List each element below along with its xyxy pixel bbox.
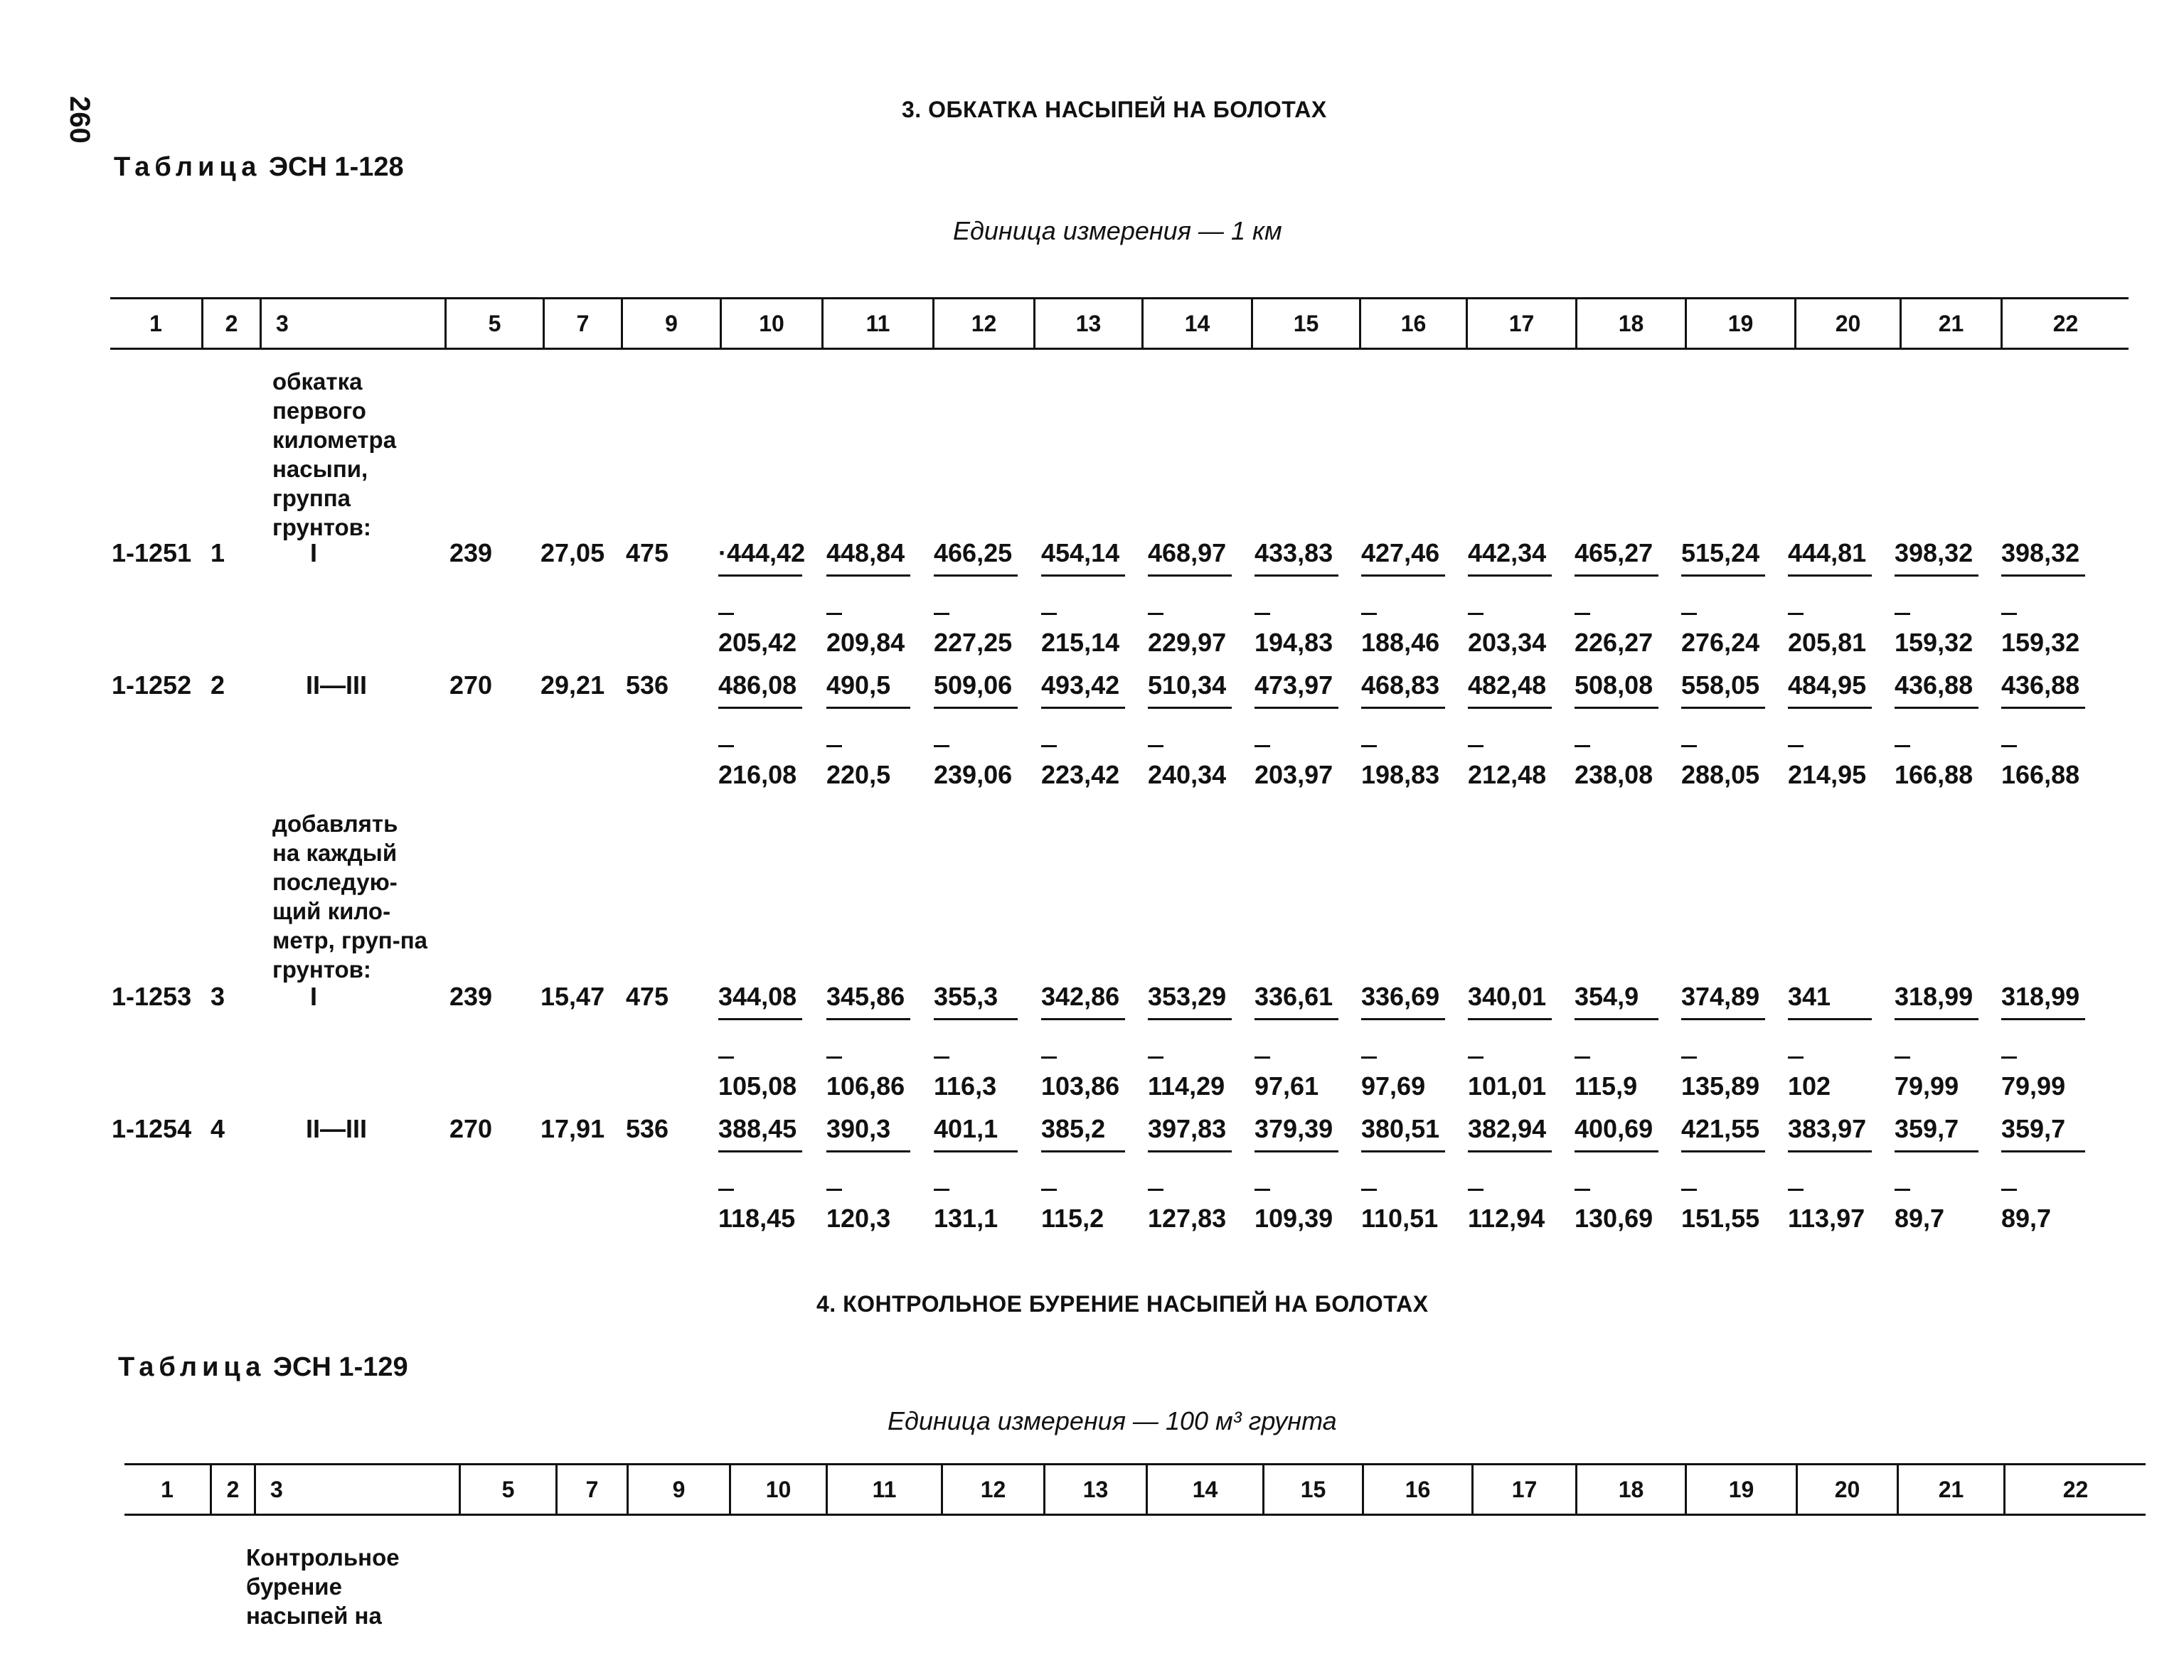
fraction-denominator: 205,81 (1788, 628, 1867, 657)
fraction-bar (1361, 1018, 1445, 1020)
fraction-bar (718, 574, 802, 577)
fraction-numerator: 355,3 (934, 982, 998, 1011)
fraction-bar (826, 1018, 910, 1020)
fraction-bar (1788, 1150, 1872, 1152)
fraction-numerator: 454,14 (1041, 538, 1120, 567)
minus-sign (2001, 613, 2017, 615)
table-1-caption-prefix: Таблица (114, 152, 262, 182)
minus-sign (1361, 1056, 1377, 1059)
fraction-bar (2001, 574, 2085, 577)
table-1-header-col-5: 5 (444, 299, 543, 348)
row-soil-group: I (310, 538, 318, 567)
minus-sign (1681, 613, 1697, 615)
minus-sign (1681, 745, 1697, 747)
minus-sign (1895, 745, 1910, 747)
fraction-numerator: 473,97 (1255, 670, 1333, 700)
table-2-header-col-11: 11 (826, 1465, 941, 1514)
fraction-numerator: 318,99 (1895, 982, 1973, 1011)
fraction-bar (1788, 574, 1872, 577)
minus-sign (826, 745, 842, 747)
fraction-denominator: 198,83 (1361, 760, 1440, 789)
fraction-bar (1575, 574, 1658, 577)
table-1-header (110, 297, 2129, 350)
fraction-denominator: 239,06 (934, 760, 1013, 789)
fraction-numerator: 468,83 (1361, 670, 1440, 700)
row-code: 1-1251 (112, 538, 192, 567)
table-2-header-col-3: 3 (254, 1465, 459, 1514)
fraction-numerator: 342,86 (1041, 982, 1120, 1011)
minus-sign (1468, 745, 1483, 747)
fraction-denominator: 220,5 (826, 760, 891, 789)
row-code: 1-1253 (112, 982, 192, 1011)
fraction-denominator: 106,86 (826, 1071, 905, 1101)
fraction-denominator: 89,7 (1895, 1204, 1945, 1233)
fraction-numerator: 398,32 (2001, 538, 2080, 567)
fraction-denominator: 97,61 (1255, 1071, 1319, 1101)
minus-sign (718, 613, 734, 615)
fraction-denominator: 229,97 (1148, 628, 1227, 657)
fraction-bar (1468, 1018, 1552, 1020)
fraction-denominator: 79,99 (1895, 1071, 1959, 1101)
fraction-bar (1041, 574, 1125, 577)
fraction-bar (934, 1018, 1018, 1020)
row-col-7: 29,21 (540, 670, 605, 700)
row-code: 1-1254 (112, 1114, 192, 1143)
fraction-bar (1041, 1018, 1125, 1020)
fraction-denominator: 109,39 (1255, 1204, 1333, 1233)
fraction-bar (1681, 1018, 1765, 1020)
minus-sign (1361, 1189, 1377, 1191)
fraction-bar (1895, 707, 1978, 709)
table-1-header-col-10: 10 (720, 299, 821, 348)
table-1-header-col-14: 14 (1141, 299, 1251, 348)
fraction-numerator: 344,08 (718, 982, 797, 1011)
minus-sign (826, 1056, 842, 1059)
table-1-header-col-15: 15 (1251, 299, 1359, 348)
fraction-numerator: 433,83 (1255, 538, 1333, 567)
table-1-header-col-18: 18 (1575, 299, 1685, 348)
fraction-numerator: 558,05 (1681, 670, 1760, 700)
fraction-bar (1255, 1150, 1338, 1152)
fraction-numerator: 359,7 (2001, 1114, 2066, 1143)
fraction-denominator: 130,69 (1575, 1204, 1653, 1233)
fraction-numerator: 436,88 (2001, 670, 2080, 700)
row-col-5: 239 (449, 538, 493, 567)
fraction-denominator: 166,88 (1895, 760, 1973, 789)
fraction-denominator: 115,2 (1041, 1204, 1104, 1233)
fraction-denominator: 79,99 (2001, 1071, 2066, 1101)
minus-sign (1041, 613, 1057, 615)
fraction-bar (1148, 1018, 1232, 1020)
row-col-7: 17,91 (540, 1114, 605, 1143)
minus-sign (1468, 1189, 1483, 1191)
fraction-numerator: 436,88 (1895, 670, 1973, 700)
table-2-header-col-17: 17 (1471, 1465, 1575, 1514)
minus-sign (1255, 1056, 1270, 1059)
fraction-bar (1468, 707, 1552, 709)
row-number: 4 (211, 1114, 225, 1143)
minus-sign (1148, 745, 1163, 747)
fraction-numerator: 374,89 (1681, 982, 1760, 1011)
minus-sign (1041, 1056, 1057, 1059)
row-col-5: 270 (449, 1114, 493, 1143)
fraction-bar (1255, 574, 1338, 577)
fraction-numerator: 340,01 (1468, 982, 1547, 1011)
table-1-header-col-17: 17 (1466, 299, 1575, 348)
fraction-bar (1148, 707, 1232, 709)
fraction-denominator: 102 (1788, 1071, 1831, 1101)
fraction-numerator: ·444,42 (718, 538, 806, 567)
fraction-denominator: 103,86 (1041, 1071, 1120, 1101)
fraction-bar (1788, 1018, 1872, 1020)
minus-sign (1361, 745, 1377, 747)
fraction-numerator: 354,9 (1575, 982, 1639, 1011)
table-2-header-col-18: 18 (1575, 1465, 1685, 1514)
fraction-bar (1041, 1150, 1125, 1152)
fraction-denominator: 215,14 (1041, 628, 1120, 657)
table-1-header-col-3: 3 (260, 299, 444, 348)
fraction-numerator: 353,29 (1148, 982, 1227, 1011)
fraction-denominator: 276,24 (1681, 628, 1760, 657)
fraction-bar (1255, 1018, 1338, 1020)
row-number: 3 (211, 982, 225, 1011)
fraction-numerator: 493,42 (1041, 670, 1120, 700)
minus-sign (1148, 613, 1163, 615)
fraction-numerator: 380,51 (1361, 1114, 1440, 1143)
table-1-header-col-13: 13 (1033, 299, 1141, 348)
fraction-numerator: 382,94 (1468, 1114, 1547, 1143)
section-4-title: 4. КОНТРОЛЬНОЕ БУРЕНИЕ НАСЫПЕЙ НА БОЛОТАХ (816, 1291, 1429, 1317)
fraction-bar (1895, 1150, 1978, 1152)
table-1-header-col-9: 9 (621, 299, 720, 348)
fraction-bar (1361, 1150, 1445, 1152)
fraction-numerator: 397,83 (1148, 1114, 1227, 1143)
fraction-denominator: 209,84 (826, 628, 905, 657)
fraction-denominator: 116,3 (934, 1071, 997, 1101)
fraction-bar (1468, 1150, 1552, 1152)
table-2-header-col-10: 10 (729, 1465, 826, 1514)
fraction-numerator: 448,84 (826, 538, 905, 567)
fraction-numerator: 345,86 (826, 982, 905, 1011)
table-2-header-col-12: 12 (941, 1465, 1043, 1514)
fraction-bar (1575, 707, 1658, 709)
fraction-numerator: 379,39 (1255, 1114, 1333, 1143)
row-soil-group: I (310, 982, 318, 1011)
minus-sign (826, 613, 842, 615)
table-1-group-1-label: обкатка первого километра насыпи, группа грунтов: (272, 368, 397, 540)
minus-sign (934, 1056, 949, 1059)
table-1-header-col-12: 12 (932, 299, 1033, 348)
row-soil-group: II—III (306, 1114, 368, 1143)
fraction-numerator: 318,99 (2001, 982, 2080, 1011)
table-1-header-col-19: 19 (1685, 299, 1794, 348)
fraction-bar (2001, 1018, 2085, 1020)
fraction-numerator: 510,34 (1148, 670, 1227, 700)
fraction-denominator: 216,08 (718, 760, 797, 789)
fraction-numerator: 398,32 (1895, 538, 1973, 567)
fraction-numerator: 444,81 (1788, 538, 1867, 567)
table-2-row-label: Контрольное бурение насыпей на (246, 1544, 400, 1629)
fraction-numerator: 341 (1788, 982, 1831, 1011)
fraction-bar (718, 1150, 802, 1152)
fraction-denominator: 203,97 (1255, 760, 1333, 789)
fraction-denominator: 97,69 (1361, 1071, 1426, 1101)
minus-sign (1575, 1056, 1590, 1059)
fraction-denominator: 288,05 (1681, 760, 1760, 789)
table-1-header-col-11: 11 (821, 299, 932, 348)
row-code: 1-1252 (112, 670, 192, 700)
fraction-denominator: 127,83 (1148, 1204, 1227, 1233)
table-2-header-col-20: 20 (1796, 1465, 1897, 1514)
fraction-bar (826, 707, 910, 709)
fraction-bar (1575, 1018, 1658, 1020)
fraction-denominator: 89,7 (2001, 1204, 2052, 1233)
fraction-numerator: 466,25 (934, 538, 1013, 567)
table-2-caption (118, 1352, 408, 1383)
row-soil-group: II—III (306, 670, 368, 700)
table-1-header-col-22: 22 (2001, 299, 2129, 348)
fraction-bar (718, 1018, 802, 1020)
minus-sign (1788, 1056, 1804, 1059)
row-number: 1 (211, 538, 225, 567)
fraction-denominator: 131,1 (934, 1204, 998, 1233)
fraction-numerator: 427,46 (1361, 538, 1440, 567)
row-col-9: 536 (626, 1114, 669, 1143)
row-number: 2 (211, 670, 225, 700)
minus-sign (1468, 1056, 1483, 1059)
fraction-bar (1148, 574, 1232, 577)
fraction-numerator: 359,7 (1895, 1114, 1959, 1143)
fraction-numerator: 508,08 (1575, 670, 1653, 700)
minus-sign (718, 1189, 734, 1191)
table-1-header-col-21: 21 (1900, 299, 2001, 348)
fraction-bar (1681, 1150, 1765, 1152)
fraction-denominator: 159,32 (2001, 628, 2080, 657)
fraction-denominator: 194,83 (1255, 628, 1333, 657)
fraction-bar (1148, 1150, 1232, 1152)
fraction-bar (1361, 707, 1445, 709)
row-col-7: 15,47 (540, 982, 605, 1011)
table-2-header-col-22: 22 (2003, 1465, 2146, 1514)
fraction-denominator: 188,46 (1361, 628, 1440, 657)
table-2-header-col-16: 16 (1362, 1465, 1471, 1514)
fraction-denominator: 135,89 (1681, 1071, 1760, 1101)
table-1-header-col-7: 7 (543, 299, 621, 348)
fraction-numerator: 468,97 (1148, 538, 1227, 567)
fraction-denominator: 120,3 (826, 1204, 891, 1233)
fraction-denominator: 205,42 (718, 628, 797, 657)
fraction-numerator: 490,5 (826, 670, 891, 700)
fraction-denominator: 114,29 (1148, 1071, 1225, 1101)
table-2-header-col-2: 2 (210, 1465, 254, 1514)
table-2-caption-code: ЭСН 1-129 (272, 1352, 408, 1382)
minus-sign (2001, 745, 2017, 747)
fraction-bar (1681, 574, 1765, 577)
fraction-denominator: 214,95 (1788, 760, 1867, 789)
minus-sign (934, 1189, 949, 1191)
fraction-bar (1361, 574, 1445, 577)
fraction-denominator: 223,42 (1041, 760, 1120, 789)
fraction-numerator: 509,06 (934, 670, 1013, 700)
fraction-bar (826, 574, 910, 577)
table-1-caption (114, 152, 404, 183)
minus-sign (1041, 745, 1057, 747)
fraction-bar (934, 574, 1018, 577)
fraction-numerator: 442,34 (1468, 538, 1547, 567)
fraction-numerator: 486,08 (718, 670, 797, 700)
fraction-bar (2001, 707, 2085, 709)
fraction-bar (1681, 707, 1765, 709)
table-2-header-col-14: 14 (1146, 1465, 1262, 1514)
fraction-numerator: 482,48 (1468, 670, 1547, 700)
table-2-header-col-9: 9 (627, 1465, 729, 1514)
minus-sign (1788, 1189, 1804, 1191)
fraction-bar (934, 707, 1018, 709)
row-col-5: 270 (449, 670, 493, 700)
minus-sign (934, 745, 949, 747)
row-col-9: 475 (626, 982, 669, 1011)
fraction-denominator: 110,51 (1361, 1204, 1439, 1233)
minus-sign (1681, 1056, 1697, 1059)
minus-sign (1895, 613, 1910, 615)
table-2-header-col-21: 21 (1897, 1465, 2003, 1514)
page-number: 260 (64, 96, 95, 144)
minus-sign (1148, 1189, 1163, 1191)
minus-sign (826, 1189, 842, 1191)
row-col-5: 239 (449, 982, 493, 1011)
table-1-group-2-label: добавлять на каждый последую-щий кило-метр, груп-па грунтов: (272, 810, 428, 983)
minus-sign (1255, 1189, 1270, 1191)
table-2-header-col-15: 15 (1262, 1465, 1362, 1514)
minus-sign (1041, 1189, 1057, 1191)
minus-sign (934, 613, 949, 615)
section-3-title: 3. ОБКАТКА НАСЫПЕЙ НА БОЛОТАХ (902, 97, 1327, 122)
minus-sign (1788, 745, 1804, 747)
minus-sign (718, 745, 734, 747)
fraction-bar (1895, 574, 1978, 577)
fraction-bar (1041, 707, 1125, 709)
minus-sign (1575, 613, 1590, 615)
fraction-bar (1255, 707, 1338, 709)
fraction-numerator: 388,45 (718, 1114, 797, 1143)
fraction-denominator: 112,94 (1468, 1204, 1545, 1233)
minus-sign (2001, 1189, 2017, 1191)
table-2-header-col-5: 5 (459, 1465, 555, 1514)
fraction-denominator: 166,88 (2001, 760, 2080, 789)
minus-sign (718, 1056, 734, 1059)
fraction-numerator: 400,69 (1575, 1114, 1653, 1143)
table-2-header-col-19: 19 (1685, 1465, 1796, 1514)
table-1-unit: Единица измерения — 1 км (953, 216, 1282, 245)
fraction-denominator: 212,48 (1468, 760, 1547, 789)
fraction-denominator: 118,45 (718, 1204, 796, 1233)
table-1-header-col-1: 1 (149, 310, 162, 336)
fraction-denominator: 115,9 (1575, 1071, 1638, 1101)
minus-sign (1895, 1056, 1910, 1059)
table-2-header-col-1: 1 (161, 1476, 174, 1502)
fraction-denominator: 227,25 (934, 628, 1013, 657)
table-2-header-col-13: 13 (1043, 1465, 1146, 1514)
table-2-header (124, 1463, 2146, 1516)
fraction-bar (1788, 707, 1872, 709)
table-1-header-col-16: 16 (1359, 299, 1466, 348)
table-1-header-col-2: 2 (201, 299, 260, 348)
fraction-numerator: 465,27 (1575, 538, 1653, 567)
fraction-denominator: 113,97 (1788, 1204, 1865, 1233)
fraction-bar (2001, 1150, 2085, 1152)
fraction-numerator: 336,69 (1361, 982, 1440, 1011)
fraction-numerator: 484,95 (1788, 670, 1867, 700)
row-col-7: 27,05 (540, 538, 605, 567)
row-col-9: 536 (626, 670, 669, 700)
minus-sign (1788, 613, 1804, 615)
minus-sign (1575, 745, 1590, 747)
row-col-9: 475 (626, 538, 669, 567)
fraction-denominator: 151,55 (1681, 1204, 1760, 1233)
fraction-denominator: 238,08 (1575, 760, 1653, 789)
fraction-numerator: 515,24 (1681, 538, 1760, 567)
table-1-header-col-20: 20 (1794, 299, 1900, 348)
fraction-numerator: 390,3 (826, 1114, 891, 1143)
fraction-denominator: 101,01 (1468, 1071, 1547, 1101)
fraction-denominator: 159,32 (1895, 628, 1973, 657)
fraction-bar (1895, 1018, 1978, 1020)
fraction-numerator: 421,55 (1681, 1114, 1760, 1143)
minus-sign (1255, 745, 1270, 747)
fraction-denominator: 105,08 (718, 1071, 797, 1101)
table-2-caption-prefix: Таблица (118, 1352, 266, 1382)
fraction-bar (934, 1150, 1018, 1152)
fraction-denominator: 240,34 (1148, 760, 1227, 789)
fraction-denominator: 203,34 (1468, 628, 1547, 657)
minus-sign (1255, 613, 1270, 615)
minus-sign (1895, 1189, 1910, 1191)
fraction-bar (1575, 1150, 1658, 1152)
minus-sign (1468, 613, 1483, 615)
fraction-bar (826, 1150, 910, 1152)
fraction-denominator: 226,27 (1575, 628, 1653, 657)
fraction-bar (718, 707, 802, 709)
minus-sign (1148, 1056, 1163, 1059)
minus-sign (2001, 1056, 2017, 1059)
fraction-bar (1468, 574, 1552, 577)
fraction-numerator: 336,61 (1255, 982, 1333, 1011)
minus-sign (1361, 613, 1377, 615)
fraction-numerator: 385,2 (1041, 1114, 1106, 1143)
table-2-unit: Единица измерения — 100 м³ грунта (888, 1406, 1337, 1435)
table-2-header-col-7: 7 (555, 1465, 627, 1514)
fraction-numerator: 401,1 (934, 1114, 998, 1143)
minus-sign (1575, 1189, 1590, 1191)
minus-sign (1681, 1189, 1697, 1191)
fraction-numerator: 383,97 (1788, 1114, 1867, 1143)
table-1-caption-code: ЭСН 1-128 (268, 152, 404, 182)
